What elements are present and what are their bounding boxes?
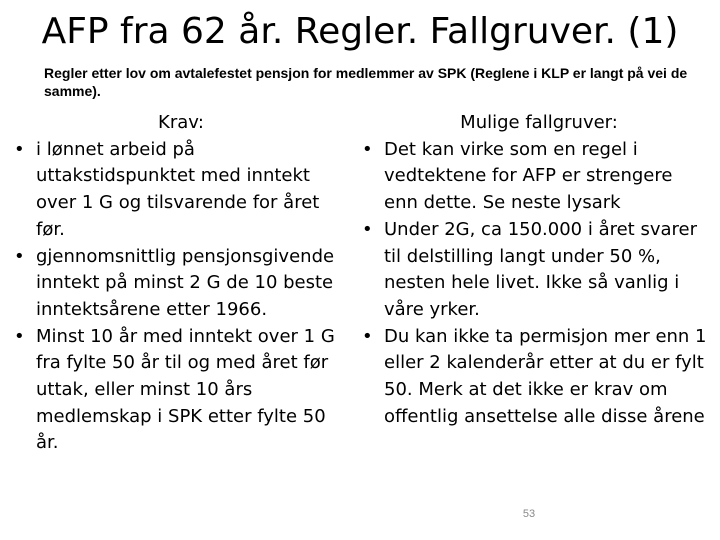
requirements-list	[10, 137, 342, 457]
pitfalls-heading: Mulige fallgruver:	[460, 112, 618, 133]
list-item	[10, 137, 342, 244]
pitfalls-column	[358, 110, 708, 430]
list-item	[10, 244, 342, 324]
list-item-text: i lønnet arbeid på uttakstidspunktet med inntekt over 1 G og tilsvarende for året før.	[36, 138, 320, 240]
list-item	[358, 324, 708, 431]
bullet-icon: •	[14, 325, 25, 347]
page-number: 53	[522, 508, 536, 520]
bullet-icon: •	[362, 218, 373, 240]
bullet-icon: •	[362, 325, 373, 347]
list-item	[358, 217, 708, 324]
list-item	[358, 137, 708, 217]
slide-subtitle: Regler etter lov om avtalefestet pensjon for medlemmer av SPK (Reglene i KLP er langt på vei de samme).	[44, 65, 688, 99]
slide-title: AFP fra 62 år. Regler. Fallgruver. (1)	[41, 11, 679, 52]
list-item-text: Under 2G, ca 150.000 i året svarer til delstilling langt under 50 %, nesten hele livet. Ikke så vanlig i våre yrker.	[384, 218, 698, 320]
list-item-text: Du kan ikke ta permisjon mer enn 1 eller 2 kalenderår etter at du er fylt 50. Merk at det ikke er krav om offentlig ansettelse alle disse årene	[384, 325, 707, 427]
list-item-text: Minst 10 år med inntekt over 1 G fra fylte 50 år til og med året før uttak, eller minst 10 års medlemskap i SPK etter fylte 50 år.	[36, 325, 335, 454]
requirements-column	[10, 110, 342, 457]
list-item-text: gjennomsnittlig pensjonsgivende inntekt på minst 2 G de 10 beste inntektsårene etter 1966.	[36, 245, 335, 320]
pitfalls-list	[358, 137, 708, 431]
requirements-heading: Krav:	[158, 112, 204, 133]
list-item	[10, 324, 342, 458]
list-item-text: Det kan virke som en regel i vedtektene for AFP er strengere enn dette. Se neste lysark	[384, 138, 673, 214]
bullet-icon: •	[14, 138, 25, 160]
bullet-icon: •	[362, 138, 373, 160]
bullet-icon: •	[14, 245, 25, 267]
